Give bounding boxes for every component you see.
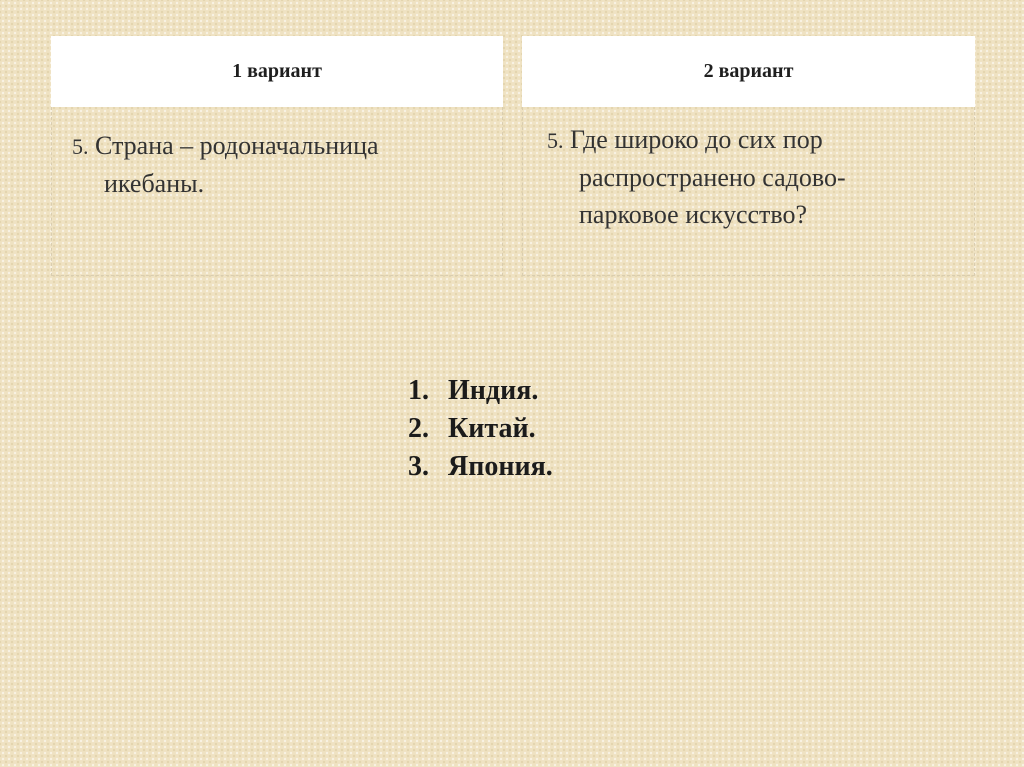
answer-list — [408, 372, 553, 486]
variant-1-question-text-1: Страна – родоначальница — [95, 131, 379, 160]
variant-2-body — [522, 107, 975, 276]
variant-1-question-number: 5. — [72, 134, 89, 159]
variant-2-column — [522, 36, 975, 276]
variant-2-question-text-1: Где широко до сих пор — [570, 125, 823, 154]
variant-1-question-line-2: икебаны. — [104, 169, 205, 198]
answer-text: Индия. — [448, 375, 539, 406]
variant-1-header: 1 вариант — [51, 36, 503, 107]
variant-2-question — [547, 121, 967, 233]
variant-2-question-line-1 — [547, 121, 967, 159]
answer-item-1 — [408, 372, 553, 410]
answer-text: Япония. — [448, 451, 553, 482]
variant-1-body — [51, 107, 503, 276]
variant-2-question-number: 5. — [547, 128, 564, 153]
variant-1-question — [72, 127, 492, 202]
answer-text: Китай. — [448, 413, 536, 444]
answer-number: 2. — [408, 413, 429, 444]
variant-1-column — [51, 36, 503, 276]
variant-1-question-line-1 — [72, 127, 492, 165]
answer-number: 1. — [408, 375, 429, 406]
answer-number: 3. — [408, 451, 429, 482]
answer-item-2 — [408, 410, 553, 448]
variant-2-question-line-3: парковое искусство? — [579, 200, 808, 229]
variant-2-question-line-2: распространено садово- — [579, 163, 846, 192]
variant-2-header: 2 вариант — [522, 36, 975, 107]
answer-item-3 — [408, 448, 553, 486]
